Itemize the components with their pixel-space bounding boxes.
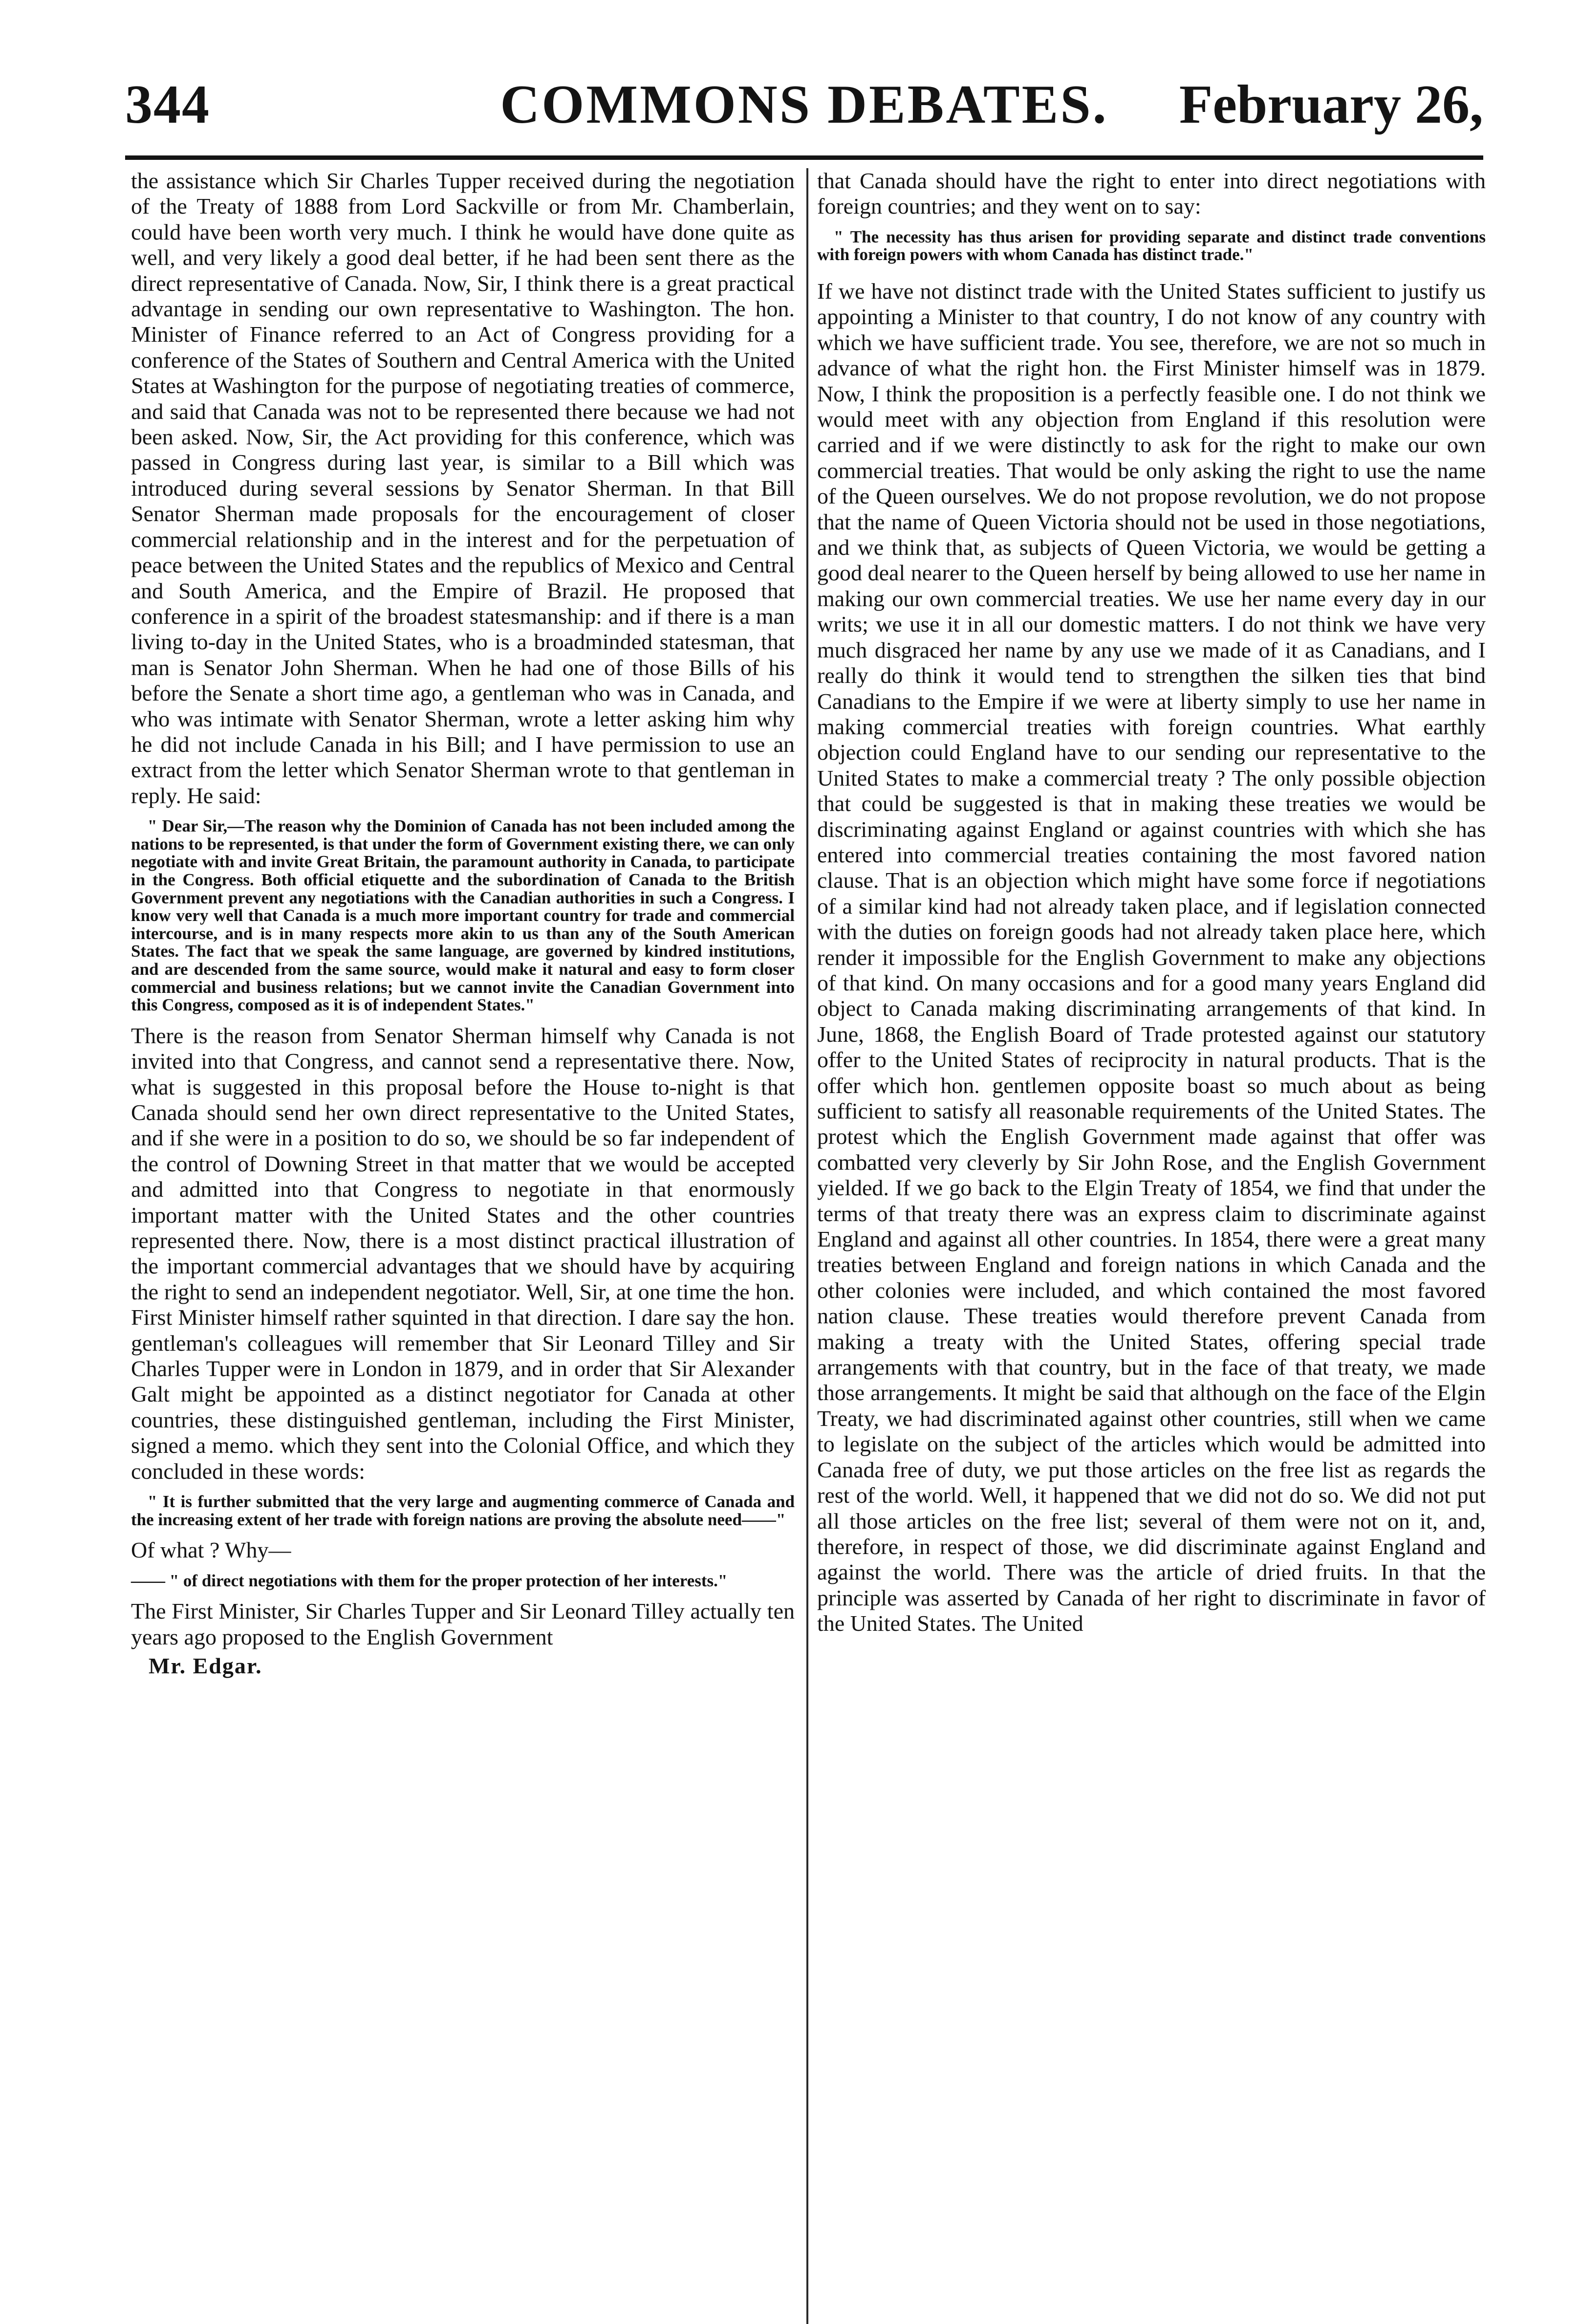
- left-column: [131, 168, 795, 1679]
- quotation: " Dear Sir,—The reason why the Dominion of Canada has not been included among the nations to be represented, is that under the form of Government existing there, we can only negotiate with and invite Great Britain, the paramount authority in Canada, to participate in the Congress. Both official etiquette and the subordination of Canada to the British Government prevent any negotiations with the Canadian authorities in such a Congress. I know very well that Canada is a much more important country for trade and commercial intercourse, and is in many respects more akin to us than any of the South American States. The fact that we speak the same language, are governed by kindred institutions, and are descended from the same source, would make it natural and easy to form closer commercial and business relations; but we cannot invite the Canadian Government into this Congress, composed as it is of independent States.": [131, 816, 795, 1015]
- quotation: " It is further submitted that the very large and augmenting commerce of Canada and the increasing extent of her trade with foreign nations are proving the absolute need——": [131, 1492, 795, 1529]
- publication-title: COMMONS DEBATES.: [500, 74, 1108, 135]
- page-header: [125, 64, 1483, 142]
- quotation: —— " of direct negotiations with them for the proper protection of her interests.": [131, 1571, 728, 1590]
- paragraph: that Canada should have the right to enter into direct negotiations with foreign countries; and they went on to say:: [817, 168, 1486, 219]
- paragraph: There is the reason from Senator Sherman himself why Canada is not invited into that Congress, and cannot send a representative there. Now, what is suggested in this proposal before the House to-night is that Canada should send her own direct representative to the United States, and if she were in a position to do so, we should be so far independent of the control of Downing Street in that matter that we would be accepted and admitted into that Congress to negotiate in that enormously important matter with the United States and the other countries represented there. Now, there is a most distinct practical illustration of the important commercial advantages that we should have by acquiring the right to send an independent negotiator. Well, Sir, at one time the hon. First Minister himself rather squinted in that direction. I dare say the hon. gentleman's colleagues will remember that Sir Leonard Tilley and Sir Charles Tupper were in London in 1879, and in order that Sir Alexander Galt might be appointed as a distinct negotiator for Canada at other countries, these distinguished gentleman, including the First Minister, signed a memo. which they sent into the Colonial Office, and which they concluded in these words:: [131, 1023, 795, 1484]
- paragraph: The First Minister, Sir Charles Tupper and Sir Leonard Tilley actually ten years ago proposed to the English Government: [131, 1599, 795, 1649]
- paragraph: Of what ? Why—: [131, 1537, 291, 1563]
- right-column: [817, 168, 1486, 1637]
- paragraph: If we have not distinct trade with the United States sufficient to justify us appointing a Minister to that country, I do not know of any country with which we have sufficient trade. You see, therefore, we are not so much in advance of what the right hon. the First Minister himself was in 1879. Now, I think the proposition is a perfectly feasible one. I do not think we would meet with any objection from England if this resolution were carried and if we were distinctly to ask for the right to make our own commercial treaties. That would be only asking the right to use the name of the Queen ourselves. We do not propose revolution, we do not propose that the name of Queen Victoria should not be used in those negotiations, and we think that, as subjects of Queen Victoria, we would be getting a good deal nearer to the Queen herself by being allowed to use her name in making our own commercial treaties. We use her name every day in our writs; we use it in all our domestic matters. I do not think we have very much disgraced her name by any use we made of it as Canadians, and I really do think it would tend to strengthen the silken ties that bind Canadians to the Empire if we were at liberty simply to use her name in making commercial treaties with foreign countries. What earthly objection could England have to our sending our representative to the United States to make a commercial treaty ? The only possible objection that could be suggested is that in making these treaties we would be discriminating against England or against countries with which she has entered into commercial treaties containing the most favored nation clause. That is an objection which might have some force if negotiations of a similar kind had not already taken place, and if legislation connected with the duties on foreign goods had not already taken place here, which render it impossible for the English Government to make any objections of that kind. On many occasions and for a good many years England did object to Canada making discriminating arrangements of that kind. In June, 1868, the English Board of Trade protested against our statutory offer to the United States of reciprocity in natural products. That is the offer which hon. gentlemen opposite boast so much about as being sufficient to satisfy all reasonable requirements of the United States. The protest which the English Government made against that offer was combatted very cleverly by Sir John Rose, and the English Government yielded. If we go back to the Elgin Treaty of 1854, we find that under the terms of that treaty there was an express claim to discriminate against England and against all other countries. In 1854, there were a great many treaties between England and foreign nations in which Canada and the other colonies were included, and which contained the most favored nation clause. These treaties would therefore prevent Canada from making a treaty with the United States, offering special trade arrangements with that country, but in the face of that treaty, we made those arrangements. It might be said that although on the face of the Elgin Treaty, we had discriminated against other countries, still when we came to legislate on the subject of the articles which would be admitted into Canada free of duty, we put those articles on the free list as regards the rest of the world. Well, it happened that we did not do so. We did not put all those articles on the free list; several of them were not on it, and, therefore, in respect of those, we did discriminate against England and against the world. There was the article of dried fruits. In that the principle was asserted by Canada of her right to discriminate in favor of the United States. The United: [817, 279, 1486, 1636]
- header-rule: [125, 155, 1483, 160]
- quotation: " The necessity has thus arisen for providing separate and distinct trade conventions with foreign powers with whom Canada has distinct trade.": [817, 227, 1486, 264]
- column-divider: [806, 168, 808, 2324]
- paragraph: the assistance which Sir Charles Tupper received during the negotiation of the Treaty of 1888 from Lord Sackville or from Mr. Chamberlain, could have been worth very much. I think he would have done quite as well, and very likely a good deal better, if he had been sent there as the direct representative of Canada. Now, Sir, I think there is a great practical advantage in sending our own representative to Washington. The hon. Minister of Finance referred to an Act of Congress providing for a conference of the States of Southern and Central America with the United States at Washington for the purpose of negotiating treaties of commerce, and said that Canada was not to be represented there because we had not been asked. Now, Sir, the Act providing for this conference, which was passed in Congress during last year, is similar to a Bill which was introduced during several sessions by Senator Sherman. In that Bill Senator Sherman made proposals for the encouragement of closer commercial relationship and in the interest and for the perpetuation of peace between the United States and the republics of Mexico and Central and South America, and the Empire of Brazil. He proposed that conference in a spirit of the broadest statesmanship: and if there is a man living to-day in the United States, who is a broadminded statesman, that man is Senator John Sherman. When he had one of those Bills of his before the Senate a short time ago, a gentleman who was in Canada, and who was intimate with Senator Sherman, wrote a letter asking him why he did not include Canada in his Bill; and I have permission to use an extract from the letter which Senator Sherman wrote to that gentleman in reply. He said:: [131, 168, 795, 808]
- page-number: 344: [125, 74, 210, 135]
- page-date: February 26,: [1179, 74, 1483, 135]
- speaker-signature: Mr. Edgar.: [149, 1653, 262, 1678]
